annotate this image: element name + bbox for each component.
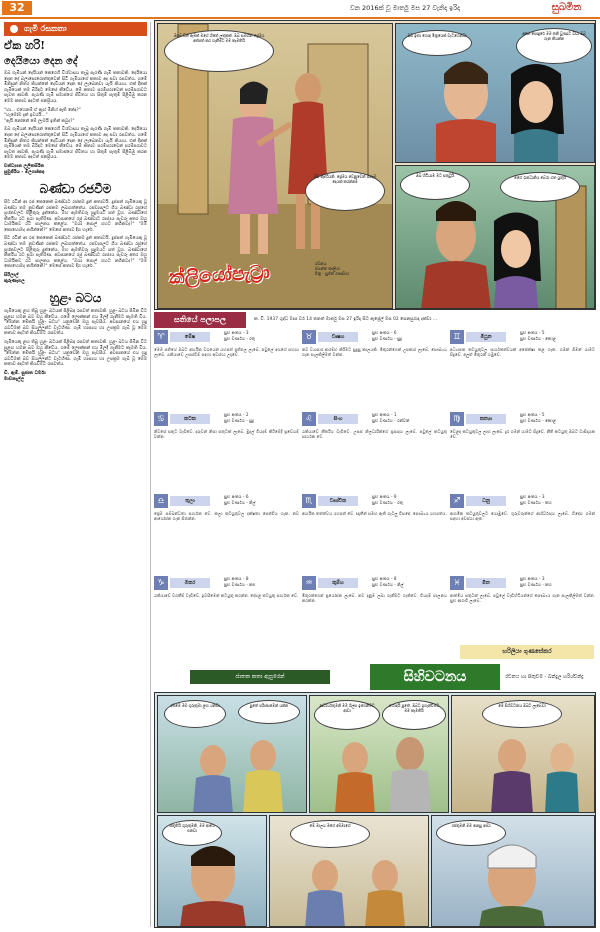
lucky-number: සුභ අංකය - 3 xyxy=(520,494,545,499)
article-2 xyxy=(4,182,147,285)
zodiac-name: කුම්භ xyxy=(318,578,358,588)
lucky-color: සුභ වර්ණය - සුදු xyxy=(372,335,402,341)
speech-bubble: ඔබේ සිත් ඇමක් මගේ හිතේ ලතුකක්. ඔබ සමඟින් ප්‍රේමය අත්පත් කර ගැනීමට මම කැමතියි xyxy=(164,30,274,72)
zodiac-name: මකර xyxy=(170,578,210,588)
astrology-sign xyxy=(302,494,447,574)
astrology-sign-header xyxy=(154,412,299,426)
lucky-number: සුභ අංකය - 8 xyxy=(372,576,397,581)
astrology-author: හරිලියා ගුණසේකර xyxy=(460,645,594,659)
article-1-title-line2: දෙයියො දෙන දේ xyxy=(4,56,78,67)
astrology-sign xyxy=(450,330,595,410)
byline-name: වන්ධ්‍යාන ලලිතසිරිත xyxy=(4,163,45,169)
bullet-icon xyxy=(10,25,18,33)
astrology-sign-header xyxy=(302,330,447,344)
astrology-sign xyxy=(450,494,595,574)
comic-2-series: ජාතක කතා ඇසුරෙන් xyxy=(190,670,330,684)
lucky-color: සුභ වර්ණය - සුදු xyxy=(224,417,254,423)
lucky-number: සුභ අංකය - 1 xyxy=(372,412,397,417)
lucky-number: සුභ අංකය - 6 xyxy=(372,330,397,335)
zodiac-icon: ♒ xyxy=(302,576,316,590)
speech-bubble: ඔබ හිටියාම මට සතුටුයි xyxy=(400,170,470,200)
lucky-number: සුභ අංකය - 6 xyxy=(224,494,249,499)
byline-name: ඩී. ඇම්. සුජාත ධර්මා xyxy=(4,370,46,376)
zodiac-prediction: මිතුරන්ගෙන් ප්‍රයෝජන ලැබේ. නව දැනුම ලබා ගැනීමට හැකිවේ. වියදම් පාලනය කරන්න. xyxy=(302,593,447,604)
speech-bubble: ආචාර්යතුමනි මම ශිල්ප ඉගෙනීමට ආවා xyxy=(314,700,380,730)
zodiac-lucky xyxy=(520,330,556,341)
comic-strip-cleopatra xyxy=(154,20,596,310)
astrology-banner: සතියේ පලාපල xyxy=(154,312,246,328)
zodiac-name: වෘශ්චික xyxy=(318,496,358,506)
astrology-sign xyxy=(302,330,447,410)
dialogue-line: "ඇයි නෝනේ මේ ලැමයි ඉතින් කවුද?" xyxy=(4,118,75,124)
speech-bubble: හොඳයි පුතේ, ඔබට ඉගැන්වීමට මම කැමතියි xyxy=(382,700,446,730)
zodiac-name: සිංහ xyxy=(318,414,358,424)
astrology-sign-header xyxy=(450,330,595,344)
astrology-sign-header xyxy=(302,494,447,508)
comic-panel xyxy=(269,815,429,927)
zodiac-lucky xyxy=(520,494,552,505)
zodiac-lucky xyxy=(372,412,409,423)
zodiac-name: මීන xyxy=(466,578,506,588)
comic-2-title: සිහිවටනය xyxy=(370,664,500,690)
speech-bubble: අනේ සොඳුරේ මම තනි වුණාට වඩා ඔබ ගැන කියන්න xyxy=(516,28,592,64)
zodiac-prediction: ආත්මීය සතුටක් ලැබේ. පවුලේ වැඩිහිටියන්ගේ සෞඛ්‍යය ගැන සැලකිලිමත් වන්න. සුභ ආරංචි ලැබේ. xyxy=(450,593,595,604)
astrology-sign xyxy=(154,330,299,410)
article-3 xyxy=(4,291,147,383)
zodiac-lucky xyxy=(224,576,255,587)
article-2-body-cont: පිට රටින් ආ රජ කෙනෙක් බණ්ඩාට රජකම දුන් කතාවයි. දුප්පත් ගැමියෙකු වූ බණ්ඩා තම නුවණින් රජකම ලබාගත්තේය. රජවාසලට ගිය බණ්ඩා රජුගේ ප්‍රශ්නවලට පිළිතුරු දුන්නේය. මහ ඇමතිවරු පුදුමයට පත් වූහ. බණ්ඩාගේ කීර්තිය රට පුරා පැතිරිණ. අවසානයේ රජු බණ්ඩාට රාජ්‍යය පැවරූ අතර ඔහු ධාර්මිකව රට පාලනය කළේය. "ඔයා පොල් ගහට නගිනවද?" "මම කොහොමද නගින්නේ?" මෙසේ කතාව දිග හැරේ. xyxy=(4,236,147,270)
lucky-color: සුභ වර්ණය - රතු xyxy=(372,499,403,505)
dialogue-line: "හා... එහෙනම් ඒ ඇඟ් මිනිහ් ඇති නේද?" xyxy=(4,107,81,113)
zodiac-icon: ♐ xyxy=(450,494,464,508)
comic-2-header xyxy=(160,664,596,690)
byline-place: සුමුජිරිය - මිලගස්කඳ xyxy=(4,169,45,175)
lucky-color: සුභ වර්ණය - රතු xyxy=(224,335,255,341)
astrology-sign xyxy=(154,494,299,574)
astrology-sign xyxy=(450,412,595,492)
zodiac-icon: ♉ xyxy=(302,330,316,344)
article-1-dialogue xyxy=(4,108,147,125)
astrology-sign-header xyxy=(154,576,299,590)
zodiac-name: කන්‍යා xyxy=(466,414,506,424)
byline-name: සිරිලාල් xyxy=(4,273,19,279)
newspaper-logo: සුබමින xyxy=(551,2,582,13)
date-line: වන 2016ක් වූ මාර්තු මස 27 වැනිදා ඉරිදා xyxy=(349,4,461,12)
lucky-number: සුභ අංකය - 9 xyxy=(372,494,397,499)
zodiac-lucky xyxy=(224,494,256,505)
astrology-sign-header xyxy=(154,330,299,344)
speech-bubble: ඔව් කුමරියනි, ප්‍රේමය වෙනුවෙන් ඕනෑම දෙයක් කරන්නම් xyxy=(305,171,385,211)
zodiac-lucky xyxy=(224,412,254,423)
speech-bubble: පුතේ පරිස්සමෙන් යන්න xyxy=(238,700,300,724)
article-1-body: ඔබ ගැමියන් දෙයියන් කෙරෙහි විශ්වාසය තැබූ පැරණි ගැමි කතාවකි. දෙයියො දෙන දේ බලාපොරොත්තුවෙන් සිටි ගැමියාගේ කතාව අද පවා රසවත්ය. ගමේ මිනිසුන් නිතර කියන්නේ දෙවියන් දෙන දේ ලැබෙනවා යැයි කියාය. එක් දිනක් ගැමියෙක් තම බිරිඳට මෙසේ කීවේය. මේ කතාව පරම්පරාවෙන් පරම්පරාවට පැවත ආවකි. පැරැණි ගැමි සමාජයේ ජීවිතය හා සිතුම් පැතුම් පිළිබිඹු කරන මෙම කතාව අදටත් ජනප්‍රියය. xyxy=(4,71,147,104)
page-number: 32 xyxy=(2,1,32,15)
zodiac-icon: ♋ xyxy=(154,412,168,426)
lucky-number: සුභ අංකය - 2 xyxy=(224,412,249,417)
article-2-byline xyxy=(4,273,147,285)
comic-credit xyxy=(315,261,395,276)
zodiac-name: කටක xyxy=(170,414,210,424)
astrology-sign xyxy=(154,412,299,492)
comic-panel xyxy=(451,695,595,813)
section-banner xyxy=(4,22,147,36)
comic-2-credit: රචනය හා සිතුවම - බන්දුල හරිශ්චන්ද්‍ර xyxy=(505,674,584,680)
comic-panel xyxy=(395,23,595,163)
zodiac-prediction: ප්‍රේම සම්බන්ධතා සාර්ථක වේ. කලා කටයුතුවල දක්ෂතා පෙන්විය හැක. නව ආයෝජන ගැන සිතන්න. xyxy=(154,511,299,522)
speech-bubble: මේ මාලය මගේ අම්මාගේ xyxy=(290,820,370,848)
lucky-color: සුභ වර්ණය - රන්වන් xyxy=(372,417,410,423)
astrology-sign-header xyxy=(450,494,595,508)
article-1 xyxy=(4,40,147,176)
zodiac-icon: ♑ xyxy=(154,576,168,590)
speech-bubble: රජතුමනි මම ආපසු ආවා xyxy=(436,820,506,846)
astrology-sign-header xyxy=(450,576,595,590)
zodiac-icon: ♊ xyxy=(450,330,464,344)
zodiac-lucky xyxy=(224,330,255,341)
zodiac-prediction: නව ව්‍යාපාර ආරම්භ කිරීමට සුදුසු කාලයකි. මිතුරන්ගෙන් උපකාර ලැබේ. සෞඛ්‍යය ගැන සැලකිලිමත් වන්න. xyxy=(302,347,447,358)
lucky-color: සුභ වර්ණය - කළු xyxy=(224,581,256,587)
speech-bubble: අම්මේ මම ගුරුතුමා ළඟ යනවා xyxy=(164,700,226,728)
zodiac-prediction: මෙම සතියේ ඔබට ආර්ථික වශයෙන් යහපත් ප්‍රතිඵල ලැබේ. පවුලේ අයගේ සහාය ලැබේ. රැකියාවේ උසස්වීම් සඳහා අවස්ථා උදාවේ. xyxy=(154,347,299,358)
lucky-color: සුභ වර්ණය - කහ xyxy=(520,581,552,587)
zodiac-icon: ♍ xyxy=(450,412,464,426)
zodiac-lucky xyxy=(372,576,404,587)
zodiac-prediction: වෙළඳ කටයුතුවල ලාභ ලැබේ. දුර ගමන් යාමට සිදුවේ. නීති කටයුතු ඔබට වාසිදායක වේ. xyxy=(450,429,595,440)
zodiac-icon: ♓ xyxy=(450,576,464,590)
comic-panel xyxy=(157,695,307,813)
zodiac-prediction: රැකියාවේ කීර්තිය වැඩිවේ. උසස් නිලධාරීන්ගේ ප්‍රසාදය ලැබේ. පවුලේ කටයුතු සාර්ථක වේ. xyxy=(302,429,447,440)
lucky-color: සුභ වර්ණය - නිල් xyxy=(372,581,404,587)
zodiac-name: මිථුන xyxy=(466,332,506,342)
section-title: ගැමි රසකතා xyxy=(24,24,67,33)
astrology-sign xyxy=(154,576,299,656)
article-3-byline xyxy=(4,371,147,383)
article-2-title: බණ්ඩා රජවීම xyxy=(39,181,112,196)
lucky-number: සුභ අංකය - 5 xyxy=(520,412,545,417)
article-3-body-cont: ගැමියෙකු ළඟ තිබූ හුළං බටයක් පිළිබඳ රසවත් කතාවකි. හුළං බටය පිඹින විට සුළඟ හමන බව ඔහු කීවේය. ගමේ ලොක්කන් එය මිලදී ගැනීමට කැමති විය. "මෙන්න මේකයි හුළං බටය" යනුවෙන් ඔහු පැවසීය. අවසානයේ එය හුදු රැවටීමක් බව සියල්ලන්ට වැටහිණ. ගැමි හාස්‍යය හා උපක්‍රම ගැබ් වූ මෙම කතාව අදටත් කියවීමට රසවත්ය. xyxy=(4,340,147,368)
credit-line: චිත්‍ර - සුජිත් රණසිංහ xyxy=(315,271,350,276)
article-2-body: පිට රටින් ආ රජ කෙනෙක් බණ්ඩාට රජකම දුන් කතාවයි. දුප්පත් ගැමියෙකු වූ බණ්ඩා තම නුවණින් රජකම ලබාගත්තේය. රජවාසලට ගිය බණ්ඩා රජුගේ ප්‍රශ්නවලට පිළිතුරු දුන්නේය. මහ ඇමතිවරු පුදුමයට පත් වූහ. බණ්ඩාගේ කීර්තිය රට පුරා පැතිරිණ. අවසානයේ රජු බණ්ඩාට රාජ්‍යය පැවරූ අතර ඔහු ධාර්මිකව රට පාලනය කළේය. "ඔයා පොල් ගහට නගිනවද?" "මම කොහොමද නගින්නේ?" මෙසේ කතාව දිග හැරේ. xyxy=(4,199,147,233)
lucky-color: සුභ වර්ණය - කොළ xyxy=(520,335,556,341)
article-1-title-line1: ඒක හරි! xyxy=(4,39,46,52)
lucky-number: සුභ අංකය - 3 xyxy=(520,576,545,581)
speech-bubble: මේ සිහිවටනය ඔබට ලැබේවා xyxy=(482,700,562,728)
zodiac-lucky xyxy=(520,412,556,423)
lucky-number: සුභ අංකය - 8 xyxy=(224,576,249,581)
header-rule xyxy=(0,17,600,19)
article-3-title: හුළං බටය xyxy=(49,291,102,306)
astrology-sign xyxy=(302,412,447,492)
zodiac-prediction: අධ්‍යාපන කටයුතුවල සාර්ථකත්වයක් අපේක්ෂා කළ හැක. ගමන් බිමන් යාමට සිදුවේ. අලුත් මිතුරන් හමුවේ. xyxy=(450,347,595,358)
lucky-color: සුභ වර්ණය - කහ xyxy=(520,499,552,505)
zodiac-icon: ♌ xyxy=(302,412,316,426)
speech-bubble: ස්තූතියි ගුරුතුමනි, මම ආයෙ එනවා xyxy=(162,820,222,846)
astrology-sign xyxy=(450,576,595,656)
astrology-date-note: ක. වි. 1937 ශුද්ධ මාස වර් 14 තනත් මාර්තු මස 27 ඉරිදා සිට ඇප්‍රේල් මස 02 සෙනසුරාදා දක්වා ... xyxy=(254,317,438,322)
zodiac-prediction: ආගමික කටයුතුවලට යොමුවේ. ගුරුවරුන්ගේ ආශිර්වාදය ලැබේ. විදේශ ගමන් සඳහා අවස්ථා ඇත. xyxy=(450,511,595,522)
zodiac-name: තුලා xyxy=(170,496,210,506)
comic-panel xyxy=(395,165,595,309)
zodiac-lucky xyxy=(520,576,552,587)
credit-line: ජයන්ත කාලිංග xyxy=(315,266,340,271)
byline-place: කුරුණෑගල xyxy=(4,279,25,285)
credit-line: රචනය xyxy=(315,261,327,266)
lucky-color: සුභ වර්ණය - කොළ xyxy=(520,417,556,423)
comic-strip-sihiwatanaya xyxy=(154,692,596,928)
astrology-sign-header xyxy=(302,576,447,590)
column-divider xyxy=(150,22,151,927)
lucky-number: සුභ අංකය - 5 xyxy=(520,330,545,335)
article-1-byline xyxy=(4,164,147,176)
article-3-body: ගැමියෙකු ළඟ තිබූ හුළං බටයක් පිළිබඳ රසවත් කතාවකි. හුළං බටය පිඹින විට සුළඟ හමන බව ඔහු කීවේය. ගමේ ලොක්කන් එය මිලදී ගැනීමට කැමති විය. "මෙන්න මේකයි හුළං බටය" යනුවෙන් ඔහු පැවසීය. අවසානයේ එය හුදු රැවටීමක් බව සියල්ලන්ට වැටහිණ. ගැමි හාස්‍යය හා උපක්‍රම ගැබ් වූ මෙම කතාව අදටත් කියවීමට රසවත්ය. xyxy=(4,309,147,337)
comic-title: ක්ලියෝපැට්‍රා xyxy=(168,261,271,289)
comic-panel xyxy=(431,815,595,927)
comic-panel xyxy=(157,815,267,927)
zodiac-icon: ♏ xyxy=(302,494,316,508)
byline-place: මාවනැල්ල xyxy=(4,376,25,382)
lucky-number: සුභ අංකය - 3 xyxy=(224,330,249,335)
zodiac-lucky xyxy=(372,330,402,341)
astrology-header xyxy=(154,312,596,328)
dialogue-line: "හැමෝම දැන් ඉවරයි..." xyxy=(4,113,48,119)
astrology-sign-header xyxy=(154,494,299,508)
astrology-sign-header xyxy=(450,412,595,426)
zodiac-prediction: ආර්ථික තත්ත්වය යහපත් වේ. ඥාතීන් සමඟ ඇති ගැටලු විසඳේ. සෞඛ්‍යය යහපත්ය. xyxy=(302,511,447,516)
article-1-body-cont: ඔබ ගැමියන් දෙයියන් කෙරෙහි විශ්වාසය තැබූ පැරණි ගැමි කතාවකි. දෙයියො දෙන දේ බලාපොරොත්තුවෙන් සිටි ගැමියාගේ කතාව අද පවා රසවත්ය. ගමේ මිනිසුන් නිතර කියන්නේ දෙවියන් දෙන දේ ලැබෙනවා යැයි කියාය. එක් දිනක් ගැමියෙක් තම බිරිඳට මෙසේ කීවේය. මේ කතාව පරම්පරාවෙන් පරම්පරාවට පැවත ආවකි. පැරැණි ගැමි සමාජයේ ජීවිතය හා සිතුම් පැතුම් පිළිබිඹු කරන මෙම කතාව අදටත් ජනප්‍රියය. xyxy=(4,127,147,161)
zodiac-icon: ♈ xyxy=(154,330,168,344)
zodiac-icon: ♎ xyxy=(154,494,168,508)
lucky-color: සුභ වර්ණය - නිල් xyxy=(224,499,256,505)
zodiac-prediction: නිවසේ සතුට වැඩිවේ. දරුවන් නිසා සතුටක් ලැබේ. මුදල් වියදම් කිරීමේදී ප්‍රවේශම් වන්න. xyxy=(154,429,299,440)
astrology-grid xyxy=(154,330,596,660)
speech-bubble: ඔබ ඉතා හොඳ මිත්‍රයෙක් වැටහෙනවා xyxy=(402,30,472,56)
zodiac-lucky xyxy=(372,494,403,505)
left-column xyxy=(4,22,147,926)
astrology-sign xyxy=(302,576,447,656)
astrology-sign-header xyxy=(302,412,447,426)
zodiac-prediction: රැකියාවේ වගකීම් වැඩිවේ. ඉවසීමෙන් කටයුතු කරන්න. දේපළ කටයුතු සාර්ථක වේ. xyxy=(154,593,299,598)
zodiac-name: මේෂ xyxy=(170,332,210,342)
zodiac-name: ධනු xyxy=(466,496,506,506)
comic-panel xyxy=(309,695,449,813)
speech-bubble: මගේ රාජධානිය බේරා ගත යුතුයි xyxy=(500,172,580,202)
zodiac-name: වෘෂභ xyxy=(318,332,358,342)
